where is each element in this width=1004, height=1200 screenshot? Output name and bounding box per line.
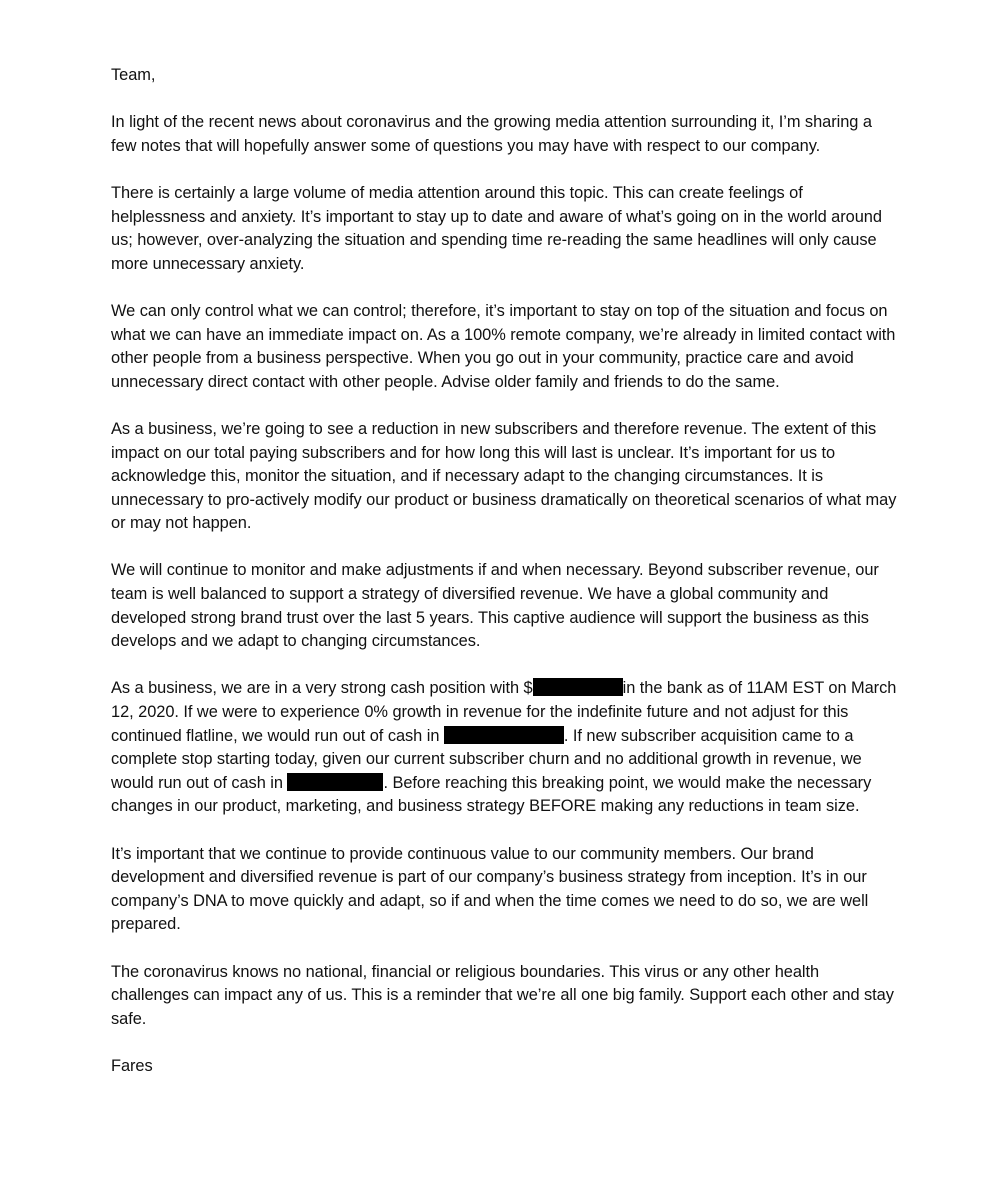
cash-text-1: As a business, we are in a very strong cash position with $ — [111, 679, 533, 698]
redaction-bar — [287, 773, 383, 791]
cash-text-3: . If new subscriber acquisition came to a complete stop starting today, given our current subscriber churn and no additional growth in revenue, we would run out of cash in — [111, 726, 862, 792]
paragraph-control: We can only control what we can control; therefore, it’s important to stay on top of the situation and focus on what we can have an immediate impact on. As a 100% remote company, we’re already in limited contact with other people from a business perspective. When you go out in your community, practice care and avoid unnecessary direct contact with other people. Advise older family and friends to do the same. — [111, 301, 896, 391]
redaction-bar — [444, 726, 564, 744]
paragraph-media-attention: There is certainly a large volume of media attention around this topic. This can create feelings of helplessness and anxiety. It’s important to stay up to date and aware of what’s going on in the world around us; however, over-analyzing the situation and spending time re-reading the same headlines will only cause more unnecessary anxiety. — [111, 183, 882, 273]
paragraph-closing: The coronavirus knows no national, financial or religious boundaries. This virus or any other health challenges can impact any of us. This is a reminder that we’re all one big family. Support each other and stay safe. — [111, 962, 894, 1028]
paragraph-value: It’s important that we continue to provide continuous value to our community members. Our brand development and diversified revenue is part of our company’s business strategy from inception. It’s in our company’s DNA to move quickly and adapt, so if and when the time comes we need to do so, we are well prepared. — [111, 844, 869, 934]
paragraph-monitoring: We will continue to monitor and make adjustments if and when necessary. Beyond subscriber revenue, our team is well balanced to support a strategy of diversified revenue. We have a global community and developed strong brand trust over the last 5 years. This captive audience will support the business as this develops and we adapt to changing circumstances. — [111, 561, 879, 651]
cash-text-2: in the bank as of 11AM EST on March 12, 2020. If we were to experience 0% growth in revenue for the indefinite future and not adjust for this continued flatline, we would run out of cash in — [111, 679, 897, 745]
redaction-bar — [533, 678, 623, 696]
letter-body — [111, 64, 901, 1102]
paragraph-business-impact: As a business, we’re going to see a reduction in new subscribers and therefore revenue. The extent of this impact on our total paying subscribers and for how long this will last is unclear. It’s important for us to acknowledge this, monitor the situation, and if necessary adapt to the changing circumstances. It is unnecessary to pro-actively modify our product or business dramatically on theoretical scenarios of what may or may not happen. — [111, 419, 897, 533]
paragraph-cash-position — [111, 677, 901, 819]
signature: Fares — [111, 1056, 153, 1075]
paragraph-intro: In light of the recent news about coronavirus and the growing media attention surrounding it, I’m sharing a few notes that will hopefully answer some of questions you may have with respect to our company. — [111, 113, 872, 155]
cash-text-4: . Before reaching this breaking point, we would make the necessary changes in our product, marketing, and business strategy BEFORE making any reductions in team size. — [111, 773, 872, 816]
greeting: Team, — [111, 66, 156, 84]
